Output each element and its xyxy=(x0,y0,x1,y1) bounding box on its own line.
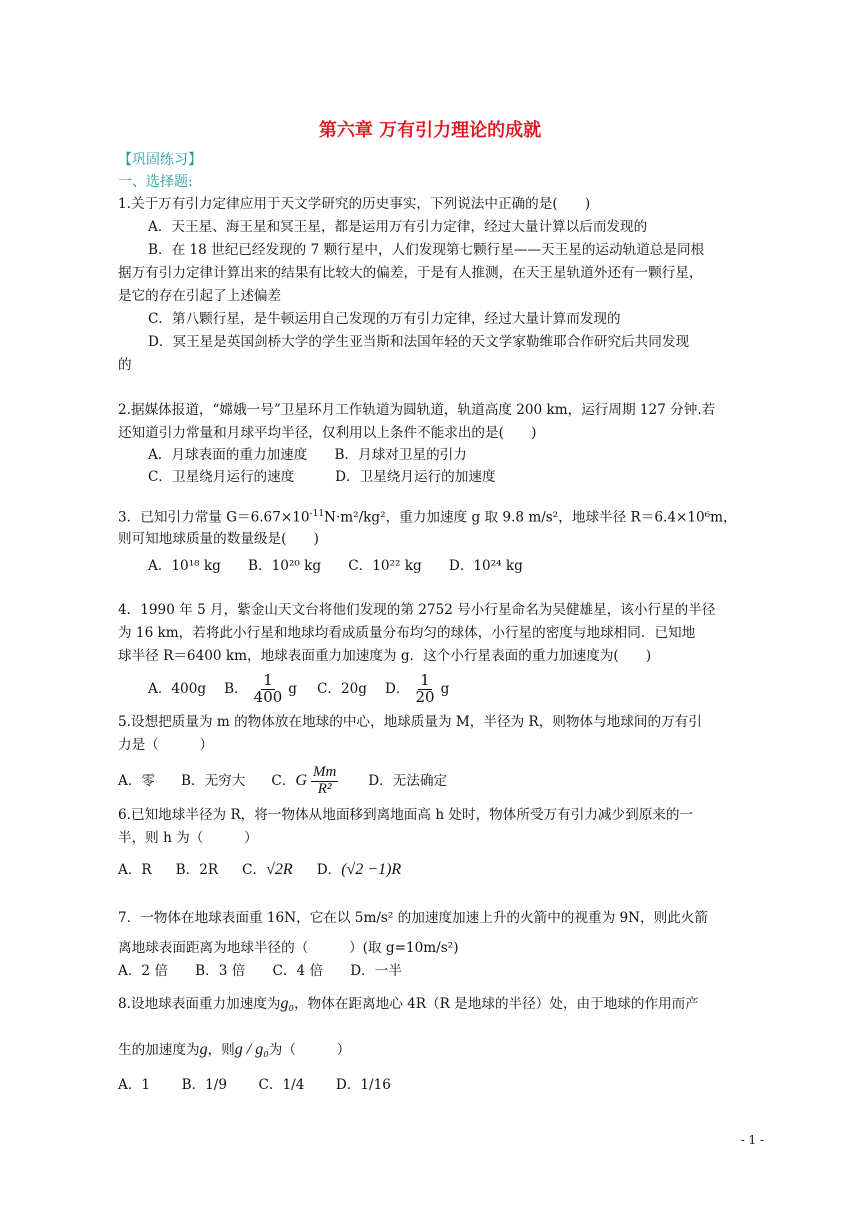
q4-option-d-unit: g xyxy=(440,681,450,697)
q8-ratio-expression: g / g₀ xyxy=(234,1041,269,1058)
q1-option-b-line1: B．在 18 世纪已经发现的 7 颗行星中，人们发现第七颗行星——天王星的运动轨道总是同根 xyxy=(148,242,705,258)
q3-stem-part-a: 3．已知引力常量 G＝6.67×10 xyxy=(118,509,310,526)
q5-option-a: A．零 xyxy=(118,773,156,789)
q1-option-d-line2: 的 xyxy=(118,357,132,373)
q8-stem-part-e: 为（ ） xyxy=(268,1042,351,1058)
q6-option-d-expression: (√2 −1)R xyxy=(341,861,402,878)
q7-options: A．2 倍 B．3 倍 C．4 倍 D．一半 xyxy=(118,963,402,979)
q4-option-c: C．20g xyxy=(317,681,367,697)
q8-g0-symbol: g₀ xyxy=(280,995,295,1012)
q1-option-a: A．天王星、海王星和冥王星，都是运用万有引力定律，经过大量计算以后而发现的 xyxy=(148,219,648,235)
q6-option-b: B．2R xyxy=(175,862,219,878)
q2-options-cd: C．卫星绕月运行的速度 D．卫星绕月运行的加速度 xyxy=(148,469,496,485)
page-title: 第六章 万有引力理论的成就 xyxy=(318,120,542,141)
q5-option-c-numerator: Mm xyxy=(312,763,337,780)
q8-options: A．1 B．1/9 C．1/4 D．1/16 xyxy=(118,1077,391,1093)
q1-option-b-line3: 是它的存在引起了上述偏差 xyxy=(118,288,282,304)
q3-exponent: -11 xyxy=(309,509,325,519)
q4-options xyxy=(148,667,760,711)
q1-option-c: C．第八颗行星，是牛顿运用自己发现的万有引力定律，经过大量计算而发现的 xyxy=(148,311,621,327)
q3-stem-line2: 则可知地球质量的数量级是( ) xyxy=(118,531,319,547)
q4-option-d-denominator: 20 xyxy=(415,687,435,706)
q3-options: A．10¹⁸ kg B．10²⁰ kg C．10²² kg D．10²⁴ kg xyxy=(148,558,523,574)
q5-option-c-denominator: R² xyxy=(317,780,332,797)
q7-stem-line1: 7．一物体在地球表面重 16N，它在以 5m/s² 的加速度加速上升的火箭中的视重为 9N，则此火箭 xyxy=(118,910,708,926)
q4-option-d-label: D． xyxy=(385,681,410,697)
q4-stem-line3: 球半径 R＝6400 km，地球表面重力加速度为 g．这个小行星表面的重力加速度为( ) xyxy=(118,648,652,664)
q6-stem-line2: 半，则 h 为（ ） xyxy=(118,830,258,846)
q5-stem-line2: 力是（ ） xyxy=(118,737,214,753)
q2-stem-line1: 2.据媒体报道，“嫦娥一号”卫星环月工作轨道为圆轨道，轨道高度 200 km，运行周期 127 分钟.若 xyxy=(118,402,716,418)
q2-options-ab: A．月球表面的重力加速度 B．月球对卫星的引力 xyxy=(148,447,467,463)
q8-stem-part-b: ，物体在距离地心 4R（R 是地球的半径）处，由于地球的作用而产 xyxy=(294,996,699,1012)
q8-stem-part-d: ，则 xyxy=(207,1042,235,1058)
q4-option-d-numerator: 1 xyxy=(420,670,430,689)
subsection-heading: 一、选择题: xyxy=(118,174,193,190)
q3-stem-line1 xyxy=(118,503,760,529)
q4-option-b-fraction xyxy=(252,670,285,706)
q3-stem-part-b: N·m²/kg²，重力加速度 g 取 9.8 m/s²，地球半径 R＝6.4×10⁶m， xyxy=(324,509,737,526)
q6-option-c-label: C． xyxy=(242,862,267,878)
q5-option-b: B．无穷大 xyxy=(181,773,246,789)
q7-stem-line2: 离地球表面距离为地球半径的（ ）(取 g=10m/s²) xyxy=(118,940,459,956)
q6-option-d-label: D． xyxy=(316,862,342,878)
q1-option-d-line1: D．冥王星是英国剑桥大学的学生亚当斯和法国年轻的天文学家勒维耶合作研究后共同发现 xyxy=(148,334,690,350)
q8-g-symbol: g xyxy=(199,1041,208,1058)
q6-option-a: A．R xyxy=(118,862,152,878)
page-number: - 1 - xyxy=(740,1133,764,1147)
q5-option-d: D．无法确定 xyxy=(368,773,448,789)
q1-option-b-line2: 据万有引力定律计算出来的结果有比较大的偏差，于是有人推测，在天王星轨道外还有一颗行星， xyxy=(118,265,703,281)
q6-option-c-expression: √2R xyxy=(266,861,293,878)
q2-stem-line2: 还知道引力常量和月球平均半径，仅利用以上条件不能求出的是( ) xyxy=(118,425,537,441)
section-heading: 【巩固练习】 xyxy=(118,152,202,168)
q6-stem-line1: 6.已知地球半径为 R，将一物体从地面移到离地面高 h 处时，物体所受万有引力减少到原来的一 xyxy=(118,807,694,823)
q4-stem-line1: 4．1990 年 5 月，紫金山天文台将他们发现的第 2752 号小行星命名为吴健雄星，该小行星的半径 xyxy=(118,602,716,618)
q4-option-b-unit: g xyxy=(288,681,297,697)
q8-stem-part-c: 生的加速度为 xyxy=(118,1042,200,1058)
q8-stem-line1 xyxy=(118,993,760,1015)
q5-option-c-label: C． xyxy=(271,773,296,789)
q4-option-b-denominator: 400 xyxy=(253,687,283,706)
q6-options xyxy=(118,859,760,881)
q5-options xyxy=(118,758,760,804)
q4-stem-line2: 为 16 km，若将此小行星和地球均看成质量分布均匀的球体，小行星的密度与地球相同．已知地 xyxy=(118,625,696,641)
q5-stem-line1: 5.设想把质量为 m 的物体放在地球的中心，地球质量为 M，半径为 R，则物体与地球间的万有引 xyxy=(118,714,702,730)
q4-option-b-label: B． xyxy=(224,681,248,697)
q4-option-b-numerator: 1 xyxy=(263,670,273,689)
q4-option-a: A．400g xyxy=(148,681,207,697)
q1-stem: 1.关于万有引力定律应用于天文学研究的历史事实，下列说法中正确的是( ) xyxy=(118,196,591,212)
q5-option-c-constant: G xyxy=(295,772,307,789)
q8-stem-part-a: 8.设地球表面重力加速度为 xyxy=(118,996,281,1012)
q8-stem-line2 xyxy=(118,1039,760,1061)
q5-option-c-fraction xyxy=(311,765,338,798)
q4-option-d-fraction xyxy=(414,670,437,706)
